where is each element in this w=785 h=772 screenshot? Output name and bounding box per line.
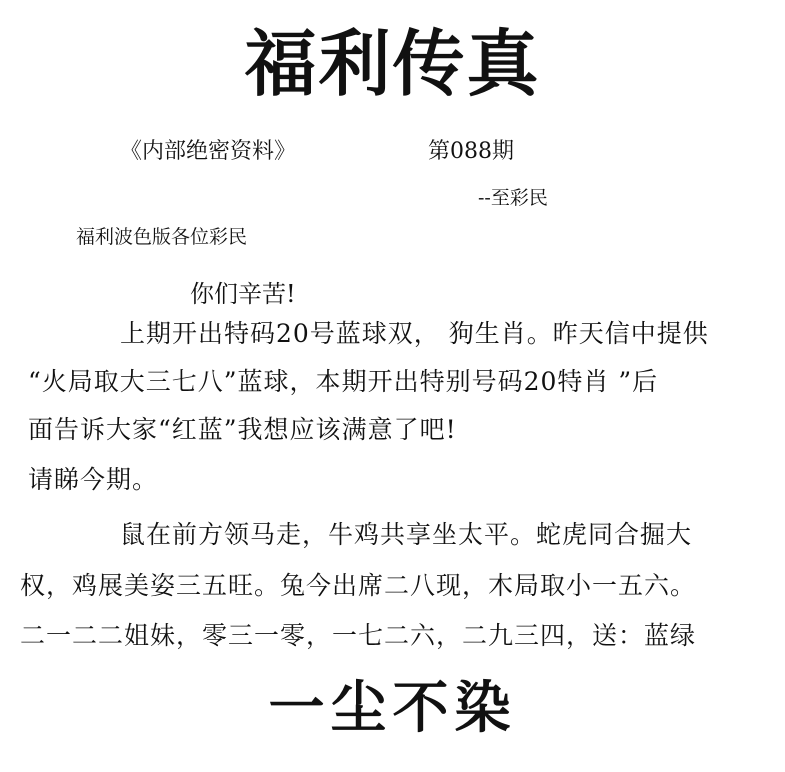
issue-number: 第088期 [428, 139, 514, 164]
document-subtitle: 《内部绝密资料》 [120, 139, 297, 164]
body-line-6: 权，鸡展美姿三五旺。兔今出席二八现，木局取小一五六。 [20, 571, 697, 600]
body-line-5: 鼠在前方领马走，牛鸡共享坐太平。蛇虎同合掘大 [120, 520, 693, 549]
author-line: --至彩民 [478, 187, 548, 209]
greeting-line: 福利波色版各位彩民 [76, 226, 248, 248]
page-title: 福利传真 [244, 21, 541, 106]
body-line-2: “火局取大三七八”蓝球，本期开出特别号码20特肖 ”后 [28, 367, 659, 396]
body-line-1: 上期开出特码20号蓝球双， 狗生肖。昨天信中提供 [120, 319, 709, 348]
body-line-4: 请睇今期。 [28, 465, 159, 494]
body-line-3: 面告诉大家“红蓝”我想应该满意了吧! [28, 415, 457, 444]
salutation: 你们辛苦! [190, 280, 296, 308]
footer-slogan: 一尘不染 [268, 675, 517, 741]
body-line-7: 二一二二姐妹，零三一零，一七二六，二九三四，送：蓝绿 [20, 621, 697, 650]
